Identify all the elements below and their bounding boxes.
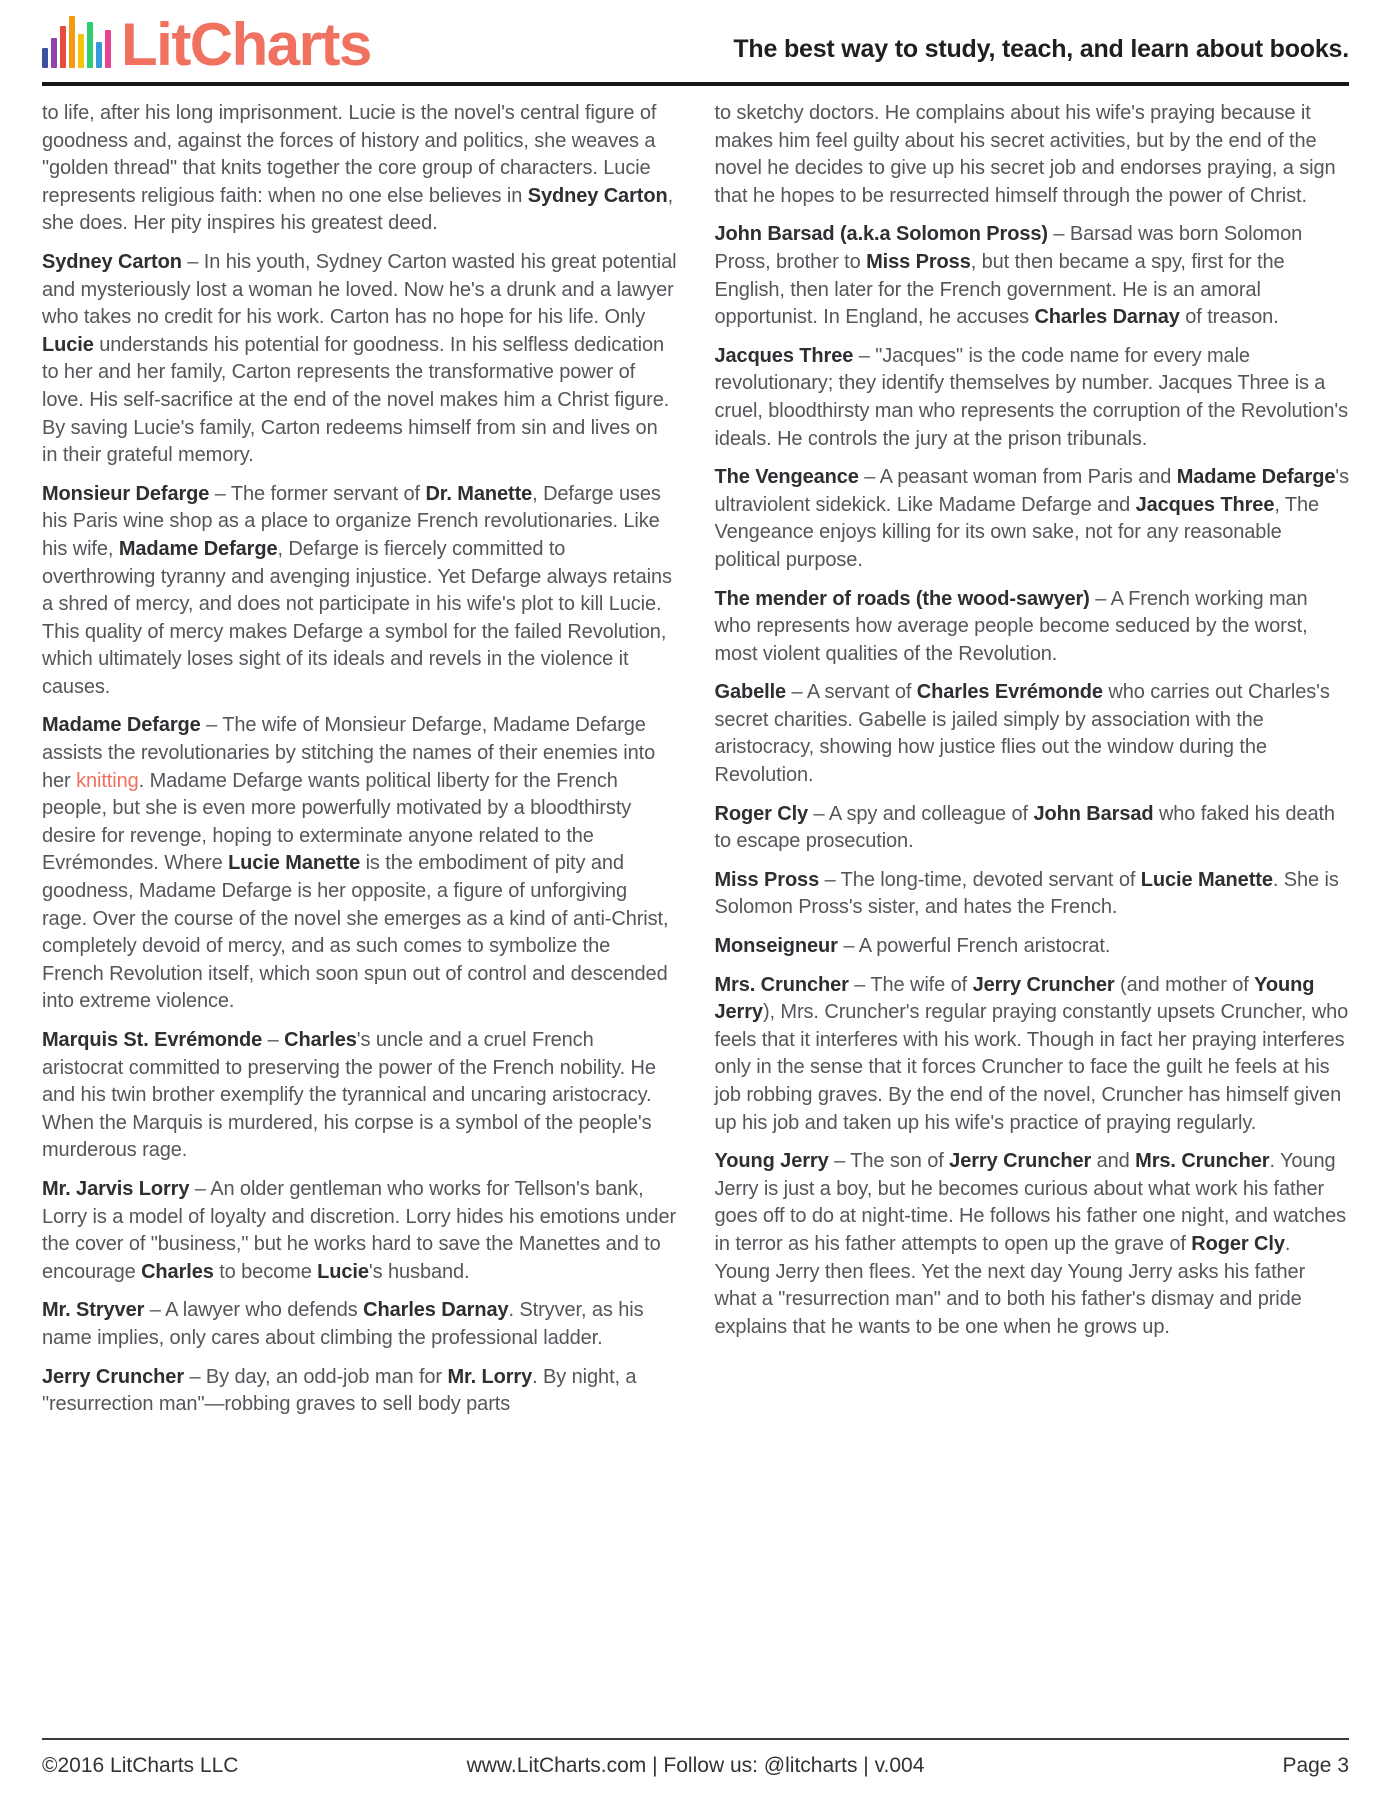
- character-name: Charles: [141, 1260, 214, 1283]
- entry-john-barsad: [715, 221, 1350, 331]
- entry-gabelle: [715, 679, 1350, 789]
- text-run: is the embodiment of pity and goodness, Madame Defarge is her opposite, a figure of unforgiving rage. Over the course of the novel she emerges as a kind of anti-Christ, completely devoid of mercy, and as such comes to symbolize the French Revolution itself, which soon spun out of control and descended into extreme violence.: [42, 852, 669, 1013]
- character-name: Mr. Jarvis Lorry: [42, 1177, 190, 1200]
- character-name: Sydney Carton: [42, 250, 182, 273]
- character-name: Young Jerry: [714, 973, 1315, 1024]
- term-link[interactable]: knitting: [76, 769, 139, 792]
- text-run: – A French working man who represents how average people become seduced by the worst, most violent qualities of the Revolution.: [714, 587, 1308, 665]
- page-footer: [42, 1738, 1349, 1800]
- entry-jerry-cruncher: [42, 1364, 677, 1419]
- text-run: – Barsad was born Solomon Pross, brother to: [714, 223, 1303, 273]
- text-run: . By night, a "resurrection man"—robbing graves to sell body parts: [42, 1365, 637, 1416]
- character-name: Charles Darnay: [363, 1299, 509, 1322]
- text-run: . Madame Defarge wants political liberty for the French people, but she is even more powerfully motivated by a bloodthirsty desire for revenge, hoping to exterminate anyone related to the Evrémondes. Where: [42, 769, 632, 875]
- character-name: Mrs. Cruncher: [714, 973, 849, 996]
- text-run: – The wife of: [848, 973, 973, 996]
- text-run: of treason.: [1179, 306, 1279, 329]
- character-name: Mr. Lorry: [447, 1365, 533, 1388]
- character-name: Madame Defarge: [118, 537, 278, 560]
- text-run: 's ultraviolent sidekick. Like Madame Defarge and: [714, 466, 1349, 516]
- text-run: . She is Solomon Pross's sister, and hates the French.: [714, 868, 1339, 919]
- text-run: and: [1091, 1150, 1136, 1173]
- character-name: Charles Evrémonde: [916, 681, 1103, 704]
- logo-bar: [51, 38, 57, 68]
- footer-page-number: Page 3: [1282, 1754, 1349, 1777]
- entry-mr-stryver: [42, 1297, 677, 1352]
- logo-bar: [78, 34, 84, 68]
- left-column: [42, 100, 677, 1738]
- logo-wordmark: LitCharts: [121, 10, 371, 78]
- text-run: ), Mrs. Cruncher's regular praying constantly upsets Cruncher, who feels that it interferes with his work. Though in fact her praying interferes only in the sense that it forces Cruncher to face the guilt he feels at his job robbing graves. By the end of the novel, Cruncher has himself given up his job and taken up his wife's practice of praying regularly.: [714, 1001, 1349, 1134]
- entry-miss-pross: [715, 867, 1350, 922]
- character-name: Miss Pross: [714, 868, 820, 891]
- character-name: Young Jerry: [714, 1150, 829, 1173]
- tagline: The best way to study, teach, and learn about books.: [733, 35, 1349, 63]
- logo-bar: [69, 16, 75, 68]
- text-run: to become: [213, 1260, 318, 1283]
- text-run: – An older gentleman who works for Tellson's bank, Lorry is a model of loyalty and discretion. Lorry hides his emotions under the cover of "business," but he works hard to save the Manettes and to encourage: [42, 1177, 677, 1283]
- text-run: . Young Jerry then flees. Yet the next day Young Jerry asks his father what a "resurrection man" and to both his father's dismay and pride explains that he wants to be one when he grows up.: [714, 1232, 1306, 1338]
- logo-bar: [96, 42, 102, 68]
- entry-the-mender-of-roads: [715, 586, 1350, 669]
- character-name: John Barsad (a.k.a Solomon Pross): [714, 223, 1048, 246]
- text-run: – A powerful French aristocrat.: [837, 935, 1111, 958]
- text-run: – The long-time, devoted servant of: [819, 868, 1141, 891]
- entry-mrs-cruncher: [715, 972, 1350, 1138]
- text-run: who faked his death to escape prosecution.: [714, 802, 1335, 853]
- text-run: – A peasant woman from Paris and: [858, 466, 1177, 489]
- character-name: Lucie: [42, 333, 94, 356]
- text-run: – The wife of Monsieur Defarge, Madame Defarge assists the revolutionaries by stitching the names of their enemies into her: [42, 714, 656, 792]
- right-column: [715, 100, 1350, 1738]
- text-run: to sketchy doctors. He complains about his wife's praying because it makes him feel guilty about his secret activities, but by the end of the novel he decides to give up his secret job and endorses praying, a sign that he hopes to be resurrected himself through the power of Christ.: [714, 102, 1336, 207]
- character-name: John Barsad: [1033, 802, 1154, 825]
- text-run: who carries out Charles's secret charities. Gabelle is jailed simply by association with the aristocracy, showing how justice flies out the window during the Revolution.: [714, 681, 1330, 787]
- character-name: Gabelle: [714, 681, 787, 704]
- entry-madame-defarge: [42, 712, 677, 1016]
- entry-marquis-st-evremonde: [42, 1027, 677, 1165]
- logo-bar: [87, 22, 93, 68]
- character-name: Jerry Cruncher: [949, 1150, 1092, 1173]
- character-name: Mrs. Cruncher: [1135, 1150, 1270, 1173]
- litcharts-logo: [42, 10, 371, 78]
- text-run: – A servant of: [786, 681, 917, 704]
- character-name: The mender of roads (the wood-sawyer): [714, 587, 1090, 610]
- text-run: , she does. Her pity inspires his greatest deed.: [42, 184, 674, 235]
- text-run: – In his youth, Sydney Carton wasted his great potential and mysteriously lost a woman he loved. Now he's a drunk and a lawyer who takes no credit for his work. Carton has no hope for his life. Only: [42, 250, 677, 329]
- entry-jerry-cruncher-continued: [715, 100, 1350, 210]
- character-name: The Vengeance: [714, 466, 859, 489]
- logo-bar: [42, 48, 48, 68]
- two-column-body: [42, 86, 1349, 1738]
- text-run: –: [262, 1029, 285, 1051]
- logo-bar: [60, 26, 66, 68]
- text-run: , but then became a spy, first for the English, then later for the French government. He is an amoral opportunist. In England, he accuses: [714, 250, 1285, 329]
- entry-lucie-manette-continued: [42, 100, 677, 238]
- text-run: to life, after his long imprisonment. Lucie is the novel's central figure of goodness and, against the forces of history and politics, she weaves a "golden thread" that knits together the core group of characters. Lucie represents religious faith: when no one else believes in: [42, 102, 657, 207]
- text-run: – "Jacques" is the code name for every male revolutionary; they identify themselves by number. Jacques Three is a cruel, bloodthirsty man who represents the corruption of the Revolution's ideals. He controls the jury at the prison tribunals.: [714, 344, 1349, 450]
- character-name: Jacques Three: [714, 344, 854, 367]
- character-name: Miss Pross: [866, 250, 971, 273]
- entry-roger-cly: [715, 801, 1350, 856]
- character-name: Sydney Carton: [527, 184, 668, 207]
- text-run: understands his potential for goodness. In his selfless dedication to her and her family, Carton represents the transformative power of love. His self-sacrifice at the end of the novel makes him a Christ figure. By saving Lucie's family, Carton redeems himself from sin and lives on in their grateful memory.: [42, 333, 670, 467]
- character-name: Madame Defarge: [1176, 466, 1336, 489]
- entry-mr-jarvis-lorry: [42, 1176, 677, 1286]
- text-run: – A spy and colleague of: [808, 802, 1034, 825]
- page-header: [42, 0, 1349, 86]
- entry-sydney-carton: [42, 249, 677, 470]
- entry-the-vengeance: [715, 464, 1350, 574]
- character-name: Roger Cly: [714, 802, 809, 825]
- character-name: Jacques Three: [1135, 493, 1275, 516]
- footer-site-info: www.LitCharts.com | Follow us: @litcharts | v.004: [466, 1754, 925, 1777]
- text-run: , The Vengeance enjoys killing for its own sake, not for any reasonable political purpose.: [714, 493, 1320, 571]
- logo-bar: [105, 30, 111, 68]
- text-run: 's uncle and a cruel French aristocrat committed to preserving the power of the French nobility. He and his twin brother exemplify the tyrannical and uncaring aristocracy. When the Marquis is murdered, his corpse is a symbol of the people's murderous rage.: [42, 1029, 656, 1162]
- character-name: Jerry Cruncher: [42, 1365, 184, 1388]
- footer-copyright: ©2016 LitCharts LLC: [42, 1754, 239, 1777]
- character-name: Lucie Manette: [1140, 868, 1273, 891]
- text-run: – A lawyer who defends: [144, 1299, 364, 1322]
- character-name: Roger Cly: [1191, 1232, 1285, 1255]
- text-run: , Defarge uses his Paris wine shop as a place to organize French revolutionaries. Like his wife,: [42, 482, 661, 560]
- text-run: 's husband.: [368, 1260, 470, 1283]
- character-name: Charles: [284, 1029, 357, 1051]
- character-name: Marquis St. Evrémonde: [42, 1029, 263, 1051]
- character-name: Jerry Cruncher: [972, 973, 1115, 996]
- text-run: (and mother of: [1114, 973, 1255, 996]
- entry-monseigneur: [715, 933, 1350, 961]
- text-run: , Defarge is fiercely committed to overthrowing tyranny and avenging injustice. Yet Defarge always retains a shred of mercy, and does not participate in his wife's plot to kill Lucie. This quality of mercy makes Defarge a symbol for the failed Revolution, which ultimately loses sight of its ideals and revels in the violence it causes.: [42, 537, 672, 698]
- character-name: Mr. Stryver: [42, 1299, 145, 1322]
- text-run: . Stryver, as his name implies, only cares about climbing the professional ladder.: [42, 1299, 644, 1349]
- logo-chart-icon: [42, 16, 111, 72]
- entry-monsieur-defarge: [42, 481, 677, 702]
- entry-young-jerry: [715, 1148, 1350, 1341]
- character-name: Lucie Manette: [228, 852, 361, 875]
- character-name: Monsieur Defarge: [42, 482, 210, 505]
- text-run: – The former servant of: [209, 482, 426, 505]
- text-run: – By day, an odd-job man for: [184, 1365, 448, 1388]
- character-name: Dr. Manette: [425, 482, 533, 505]
- entry-jacques-three: [715, 343, 1350, 453]
- character-name: Madame Defarge: [42, 714, 201, 737]
- text-run: . Young Jerry is just a boy, but he becomes curious about what work his father goes off to do at night-time. He follows his father one night, and watches in terror as his father attempts to open up the grave of: [714, 1150, 1346, 1255]
- character-name: Lucie: [317, 1260, 369, 1283]
- text-run: – The son of: [828, 1150, 950, 1173]
- character-name: Charles Darnay: [1034, 306, 1180, 329]
- character-name: Monseigneur: [714, 935, 838, 958]
